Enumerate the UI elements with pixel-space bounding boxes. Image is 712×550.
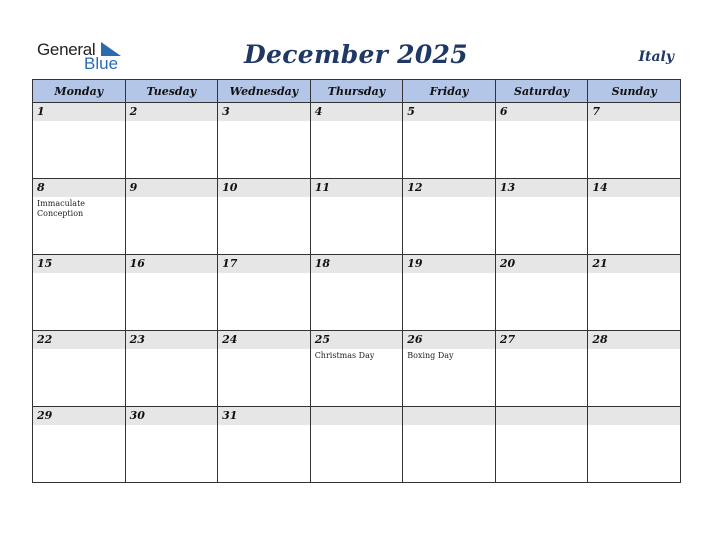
day-cell [588,407,681,483]
holiday-label [588,197,680,199]
day-cell [125,103,218,179]
holiday-label [496,349,588,351]
day-cell [403,331,496,407]
holiday-label [403,425,495,427]
day-number: 19 [403,255,495,273]
calendar-grid [32,79,681,483]
holiday-label [33,121,125,123]
day-cell [403,103,496,179]
day-number: 17 [218,255,310,273]
day-number: 2 [126,103,218,121]
day-cell [310,407,403,483]
day-cell [310,179,403,255]
day-number [496,407,588,425]
day-number: 11 [311,179,403,197]
holiday-label: Boxing Day [407,351,454,360]
holiday-label [588,349,680,351]
holiday-label [218,121,310,123]
holiday-label [33,349,125,351]
weekday-thursday: Thursday [310,80,403,103]
day-cell [218,407,311,483]
day-number: 22 [33,331,125,349]
logo-text-general: General [37,40,96,59]
day-number: 5 [403,103,495,121]
day-cell [125,179,218,255]
day-cell [218,179,311,255]
day-number: 3 [218,103,310,121]
day-cell [310,331,403,407]
day-cell [495,179,588,255]
day-number: 4 [311,103,403,121]
holiday-label [588,273,680,275]
day-cell [218,103,311,179]
day-cell [495,407,588,483]
day-number: 15 [33,255,125,273]
day-number: 13 [496,179,588,197]
day-cell [310,255,403,331]
day-cell [33,179,126,255]
holiday-label [218,197,310,199]
holiday-label [496,121,588,123]
holiday-label [218,349,310,351]
day-cell [125,255,218,331]
holiday-label [126,197,218,199]
day-cell [588,103,681,179]
day-number [403,407,495,425]
holiday-label [126,121,218,123]
week-row [33,179,681,255]
holiday-label [496,425,588,427]
day-cell [495,331,588,407]
day-number [311,407,403,425]
day-cell [310,103,403,179]
holiday-label [588,425,680,427]
day-number: 21 [588,255,680,273]
weekday-monday: Monday [33,80,126,103]
day-number: 31 [218,407,310,425]
weekday-wednesday: Wednesday [218,80,311,103]
day-number: 26 [403,331,495,349]
weekday-saturday: Saturday [495,80,588,103]
day-cell [125,407,218,483]
day-number: 7 [588,103,680,121]
day-number: 9 [126,179,218,197]
day-cell [33,255,126,331]
day-number [588,407,680,425]
day-cell [588,255,681,331]
holiday-label: Christmas Day [314,351,375,360]
holiday-label [311,425,403,427]
holiday-label: Immaculate Conception [37,199,86,218]
holiday-label [126,349,218,351]
day-cell [588,331,681,407]
day-number: 10 [218,179,310,197]
holiday-label [496,197,588,199]
day-number: 23 [126,331,218,349]
holiday-label [311,197,403,199]
day-number: 14 [588,179,680,197]
day-number: 8 [33,179,125,197]
day-cell [495,255,588,331]
holiday-label [33,425,125,427]
weekday-sunday: Sunday [588,80,681,103]
day-cell [588,179,681,255]
day-cell [33,407,126,483]
week-row [33,331,681,407]
holiday-label [126,425,218,427]
day-cell [218,255,311,331]
page-title: December 2025 [244,40,468,69]
holiday-label [403,121,495,123]
country-label: Italy [638,49,674,65]
holiday-label [496,273,588,275]
holiday-label [33,273,125,275]
weekday-tuesday: Tuesday [125,80,218,103]
day-number: 20 [496,255,588,273]
day-number: 18 [311,255,403,273]
holiday-label [218,425,310,427]
logo-text-blue: Blue [84,54,119,73]
week-row [33,103,681,179]
day-cell [403,407,496,483]
weekday-friday: Friday [403,80,496,103]
holiday-label [311,273,403,275]
holiday-label [403,273,495,275]
weekday-header-row [33,80,681,103]
day-cell [33,103,126,179]
day-cell [403,255,496,331]
holiday-label [218,273,310,275]
week-row [33,407,681,483]
holiday-label [588,121,680,123]
day-number: 28 [588,331,680,349]
day-number: 29 [33,407,125,425]
day-number: 30 [126,407,218,425]
day-number: 12 [403,179,495,197]
day-number: 6 [496,103,588,121]
day-number: 25 [311,331,403,349]
day-number: 16 [126,255,218,273]
holiday-label [403,197,495,199]
day-cell [33,331,126,407]
day-number: 27 [496,331,588,349]
day-cell [403,179,496,255]
day-cell [218,331,311,407]
holiday-label [311,121,403,123]
holiday-label [126,273,218,275]
day-number: 1 [33,103,125,121]
week-row [33,255,681,331]
day-cell [495,103,588,179]
day-number: 24 [218,331,310,349]
day-cell [125,331,218,407]
